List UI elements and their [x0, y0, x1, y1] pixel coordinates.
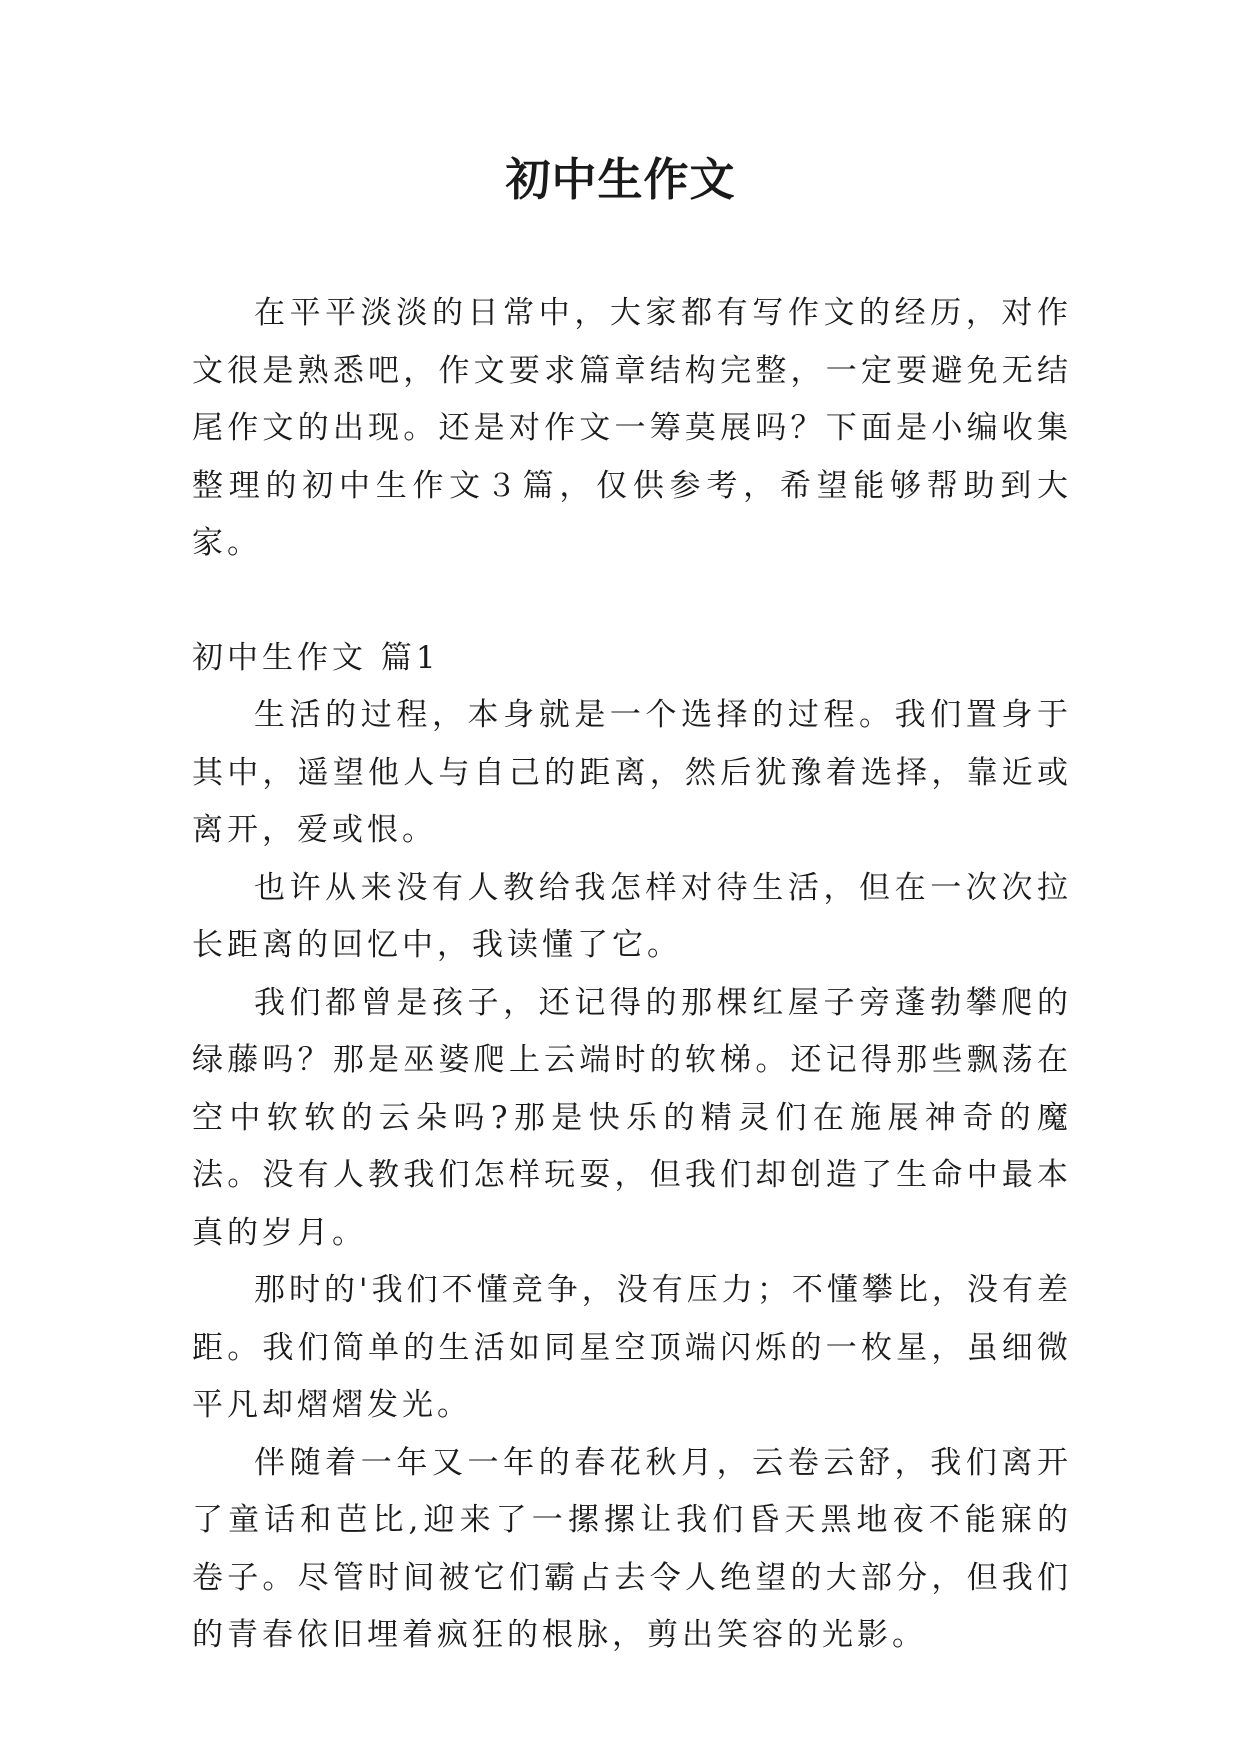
document-title: 初中生作文	[505, 153, 736, 206]
body-paragraph-3: 我们都曾是孩子，还记得的那棵红屋子旁蓬勃攀爬的绿藤吗？那是巫婆爬上云端时的软梯。还记得那些飘荡在空中软软的云朵吗?那是快乐的精灵们在施展神奇的魔法。没有人教我们怎样玩耍，但我们却创造了生命中最本真的岁月。	[192, 984, 1072, 1251]
body-paragraph-5: 伴随着一年又一年的春花秋月，云卷云舒，我们离开了童话和芭比,迎来了一摞摞让我们昏天黑地夜不能寐的卷子。尽管时间被它们霸占去令人绝望的大部分，但我们的青春依旧埋着疯狂的根脉，剪出笑容的光影。	[192, 1444, 1072, 1653]
body-paragraph-4: 那时的'我们不懂竞争，没有压力；不懂攀比，没有差距。我们简单的生活如同星空顶端闪烁的一枚星，虽细微平凡却熠熠发光。	[192, 1272, 1072, 1423]
section-heading: 初中生作文 篇1	[192, 639, 440, 676]
body-paragraph-1: 生活的过程，本身就是一个选择的过程。我们置身于其中，遥望他人与自己的距离，然后犹豫着选择，靠近或离开，爱或恨。	[192, 697, 1072, 848]
body-paragraph-2: 也许从来没有人教给我怎样对待生活，但在一次次拉长距离的回忆中，我读懂了它。	[192, 869, 1072, 963]
document-body	[192, 285, 1072, 1665]
intro-paragraph: 在平平淡淡的日常中，大家都有写作文的经历，对作文很是熟悉吧，作文要求篇章结构完整，一定要避免无结尾作文的出现。还是对作文一筹莫展吗？下面是小编收集整理的初中生作文３篇，仅供参考，希望能够帮助到大家。	[192, 295, 1072, 561]
